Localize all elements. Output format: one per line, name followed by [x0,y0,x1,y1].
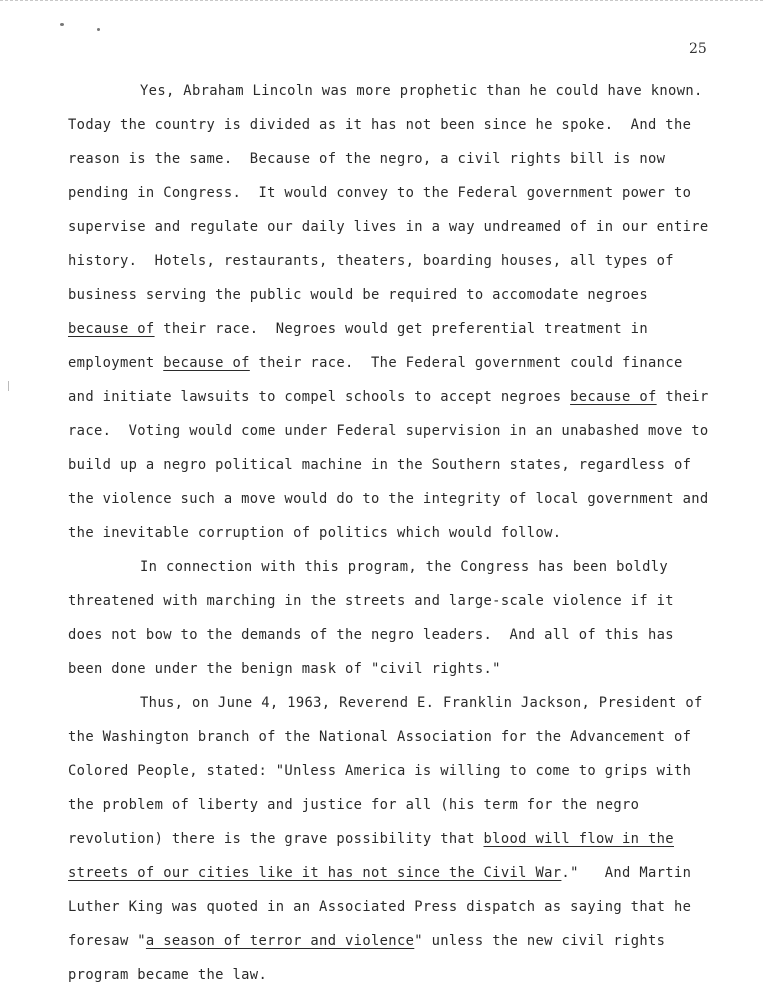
underlined-text: because of [163,355,250,371]
scan-speck [60,23,64,26]
text-run: foresaw " [68,933,146,949]
text-run: been done under the benign mask of "civil rights." [68,661,501,677]
text-line [68,618,738,652]
text-run: and initiate lawsuits to compel schools to accept negroes [68,389,571,405]
text-run: Luther King was quoted in an Associated Press dispatch as saying that he [68,899,692,915]
text-run: pending in Congress. It would convey to the Federal government power to [68,185,692,201]
text-run: the problem of liberty and justice for all (his term for the negro [68,797,640,813]
text-run: history. Hotels, restaurants, theaters, boarding houses, all types of [68,253,674,269]
text-run: Thus, on June 4, 1963, Reverend E. Franklin Jackson, President of [140,695,703,711]
text-run: their [656,389,709,405]
text-run: business serving the public would be required to accomodate negroes [68,287,648,303]
text-line [68,210,738,244]
text-line [68,890,738,924]
text-run: In connection with this program, the Congress has been boldly [140,559,669,575]
underlined-text: streets of our cities like it has not since the Civil War [68,865,562,881]
text-line [68,686,738,720]
text-line [68,856,738,890]
text-run: threatened with marching in the streets and large-scale violence if it [68,593,674,609]
page-number: 25 [689,41,707,57]
text-run: ." And Martin [561,865,692,881]
margin-mark [8,381,9,391]
text-line [68,720,738,754]
text-line [68,108,738,142]
text-line [68,788,738,822]
text-line [68,278,738,312]
text-run: the violence such a move would do to the integrity of local government and [68,491,709,507]
text-run: build up a negro political machine in the Southern states, regardless of [68,457,692,473]
text-line [68,652,738,686]
text-line [68,958,738,992]
text-run: Yes, Abraham Lincoln was more prophetic than he could have known. [140,83,703,99]
text-run: program became the law. [68,967,268,983]
text-line [68,516,738,550]
text-run: the inevitable corruption of politics which would follow. [68,525,562,541]
underlined-text: a season of terror and violence [145,933,415,949]
text-line [68,448,738,482]
paragraph [68,686,738,992]
text-run: supervise and regulate our daily lives in a way undreamed of in our entire [68,219,709,235]
paragraph [68,74,738,550]
text-run: the Washington branch of the National Association for the Advancement of [68,729,692,745]
text-line [68,346,738,380]
text-line [68,244,738,278]
underlined-text: because of [570,389,657,405]
text-run: their race. The Federal government could finance [249,355,683,371]
text-line [68,74,738,108]
scan-speck [97,28,100,31]
text-run: " unless the new civil rights [414,933,666,949]
text-run: employment [68,355,164,371]
text-line [68,414,738,448]
text-run: revolution) there is the grave possibility that [68,831,484,847]
text-line [68,142,738,176]
text-run: their race. Negroes would get preferential treatment in [154,321,648,337]
text-line [68,822,738,856]
text-run: Colored People, stated: "Unless America is willing to come to grips with [68,763,692,779]
text-run: Today the country is divided as it has not been since he spoke. And the [68,117,692,133]
text-run: race. Voting would come under Federal supervision in an unabashed move to [68,423,709,439]
underlined-text: blood will flow in the [483,831,674,847]
paragraph [68,550,738,686]
text-line [68,584,738,618]
text-line [68,482,738,516]
text-line [68,550,738,584]
text-line [68,754,738,788]
text-line [68,924,738,958]
text-line [68,380,738,414]
text-run: does not bow to the demands of the negro leaders. And all of this has [68,627,674,643]
underlined-text: because of [68,321,155,337]
text-line [68,312,738,346]
body-text [68,74,738,992]
text-line [68,176,738,210]
text-run: reason is the same. Because of the negro, a civil rights bill is now [68,151,666,167]
